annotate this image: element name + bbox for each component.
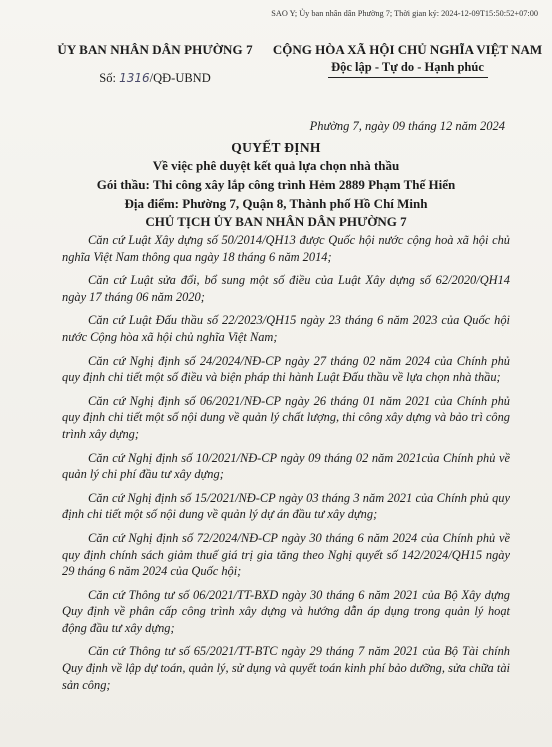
legal-basis-paragraph: Căn cứ Thông tư số 65/2021/TT-BTC ngày 29 tháng 7 năm 2021 của Bộ Tài chính Quy định về lập dự toán, quản lý, sử dụng và quyết toán kinh phí bảo dưỡng, sửa chữa tài sản công; [62,644,510,692]
legal-basis-paragraph: Căn cứ Luật Xây dựng số 50/2014/QH13 được Quốc hội nước cộng hoà xã hội chủ nghĩa Việt Nam thông qua ngày 18 tháng 6 năm 2014; [62,233,510,264]
doc-number-suffix: /QĐ-UBND [149,71,211,85]
bid-package: Gói thầu: Thi công xây lắp công trình Hẻm 2889 Phạm Thế Hiển [96,177,456,192]
document-subject: Về việc phê duyệt kết quả lựa chọn nhà thầu [152,158,400,173]
national-title-block [270,42,545,78]
motto-underline [328,77,488,78]
issuing-authority: CHỦ TỊCH ỦY BAN NHÂN DÂN PHƯỜNG 7 [145,214,407,229]
project-location: Địa điểm: Phường 7, Quận 8, Thành phố Hồ Chí Minh [124,196,428,211]
document-type: QUYẾT ĐỊNH [231,140,321,155]
legal-basis-paragraph: Căn cứ Thông tư số 06/2021/TT-BXD ngày 30 tháng 6 năm 2021 của Bộ Xây dựng Quy định về phân cấp công trình xây dựng và hướng dẫn áp dụng trong quản lý hoạt động đầu tư xây dựng; [62,587,510,635]
decision-titles [0,140,552,230]
legal-basis-body [62,232,510,700]
legal-basis-paragraph: Căn cứ Nghị định số 06/2021/NĐ-CP ngày 26 tháng 01 năm 2021 của Chính phủ quy định chi tiết một số nội dung về quản lý chất lượng, thi công xây dựng và bảo trì công trình xây dựng; [62,393,510,441]
issuer-block [40,42,270,86]
digital-copy-stamp: SAO Y; Ủy ban nhân dân Phường 7; Thời gian ký: 2024-12-09T15:50:52+07:00 [271,9,538,18]
place-date-line: Phường 7, ngày 09 tháng 12 năm 2024 [309,119,505,133]
legal-basis-paragraph: Căn cứ Nghị định số 72/2024/NĐ-CP ngày 30 tháng 6 năm 2024 của Chính phủ về quy định chính sách giảm thuế giá trị gia tăng theo Nghị quyết số 142/2024/QH15 ngày 29 tháng 6 năm 2024 của Quốc hội; [62,530,510,579]
national-motto: Độc lập - Tự do - Hạnh phúc [331,60,484,74]
legal-basis-paragraph: Căn cứ Nghị định số 10/2021/NĐ-CP ngày 09 tháng 02 năm 2021của Chính phủ về quản lý chi phí đầu tư xây dựng; [62,450,510,482]
legal-basis-paragraph: Căn cứ Nghị định số 24/2024/NĐ-CP ngày 27 tháng 02 năm 2024 của Chính phủ quy định chi tiết một số điều và biện pháp thi hành Luật Đấu thầu về lựa chọn nhà thầu; [62,353,510,385]
legal-basis-paragraph: Căn cứ Luật Đấu thầu số 22/2023/QH15 ngày 23 tháng 6 năm 2023 của Quốc hội nước Cộng hòa xã hội chủ nghĩa Việt Nam; [62,313,510,344]
doc-number-prefix: Số: [99,71,120,85]
legal-basis-paragraph: Căn cứ Nghị định số 15/2021/NĐ-CP ngày 03 tháng 3 năm 2021 của Chính phủ quy định chi tiết một số nội dung về quản lý dự án đầu tư xây dựng; [62,490,510,522]
legal-basis-paragraph: Căn cứ Luật sửa đổi, bổ sung một số điều của Luật Xây dựng số 62/2020/QH14 ngày 17 tháng 06 năm 2020; [62,273,510,304]
doc-number-handwritten: 1316 [119,71,150,85]
document-header [0,42,552,92]
national-title: CỘNG HÒA XÃ HỘI CHỦ NGHĨA VIỆT NAM [272,42,543,57]
issuer-name: ỦY BAN NHÂN DÂN PHƯỜNG 7 [57,42,253,57]
document-number [40,71,270,86]
